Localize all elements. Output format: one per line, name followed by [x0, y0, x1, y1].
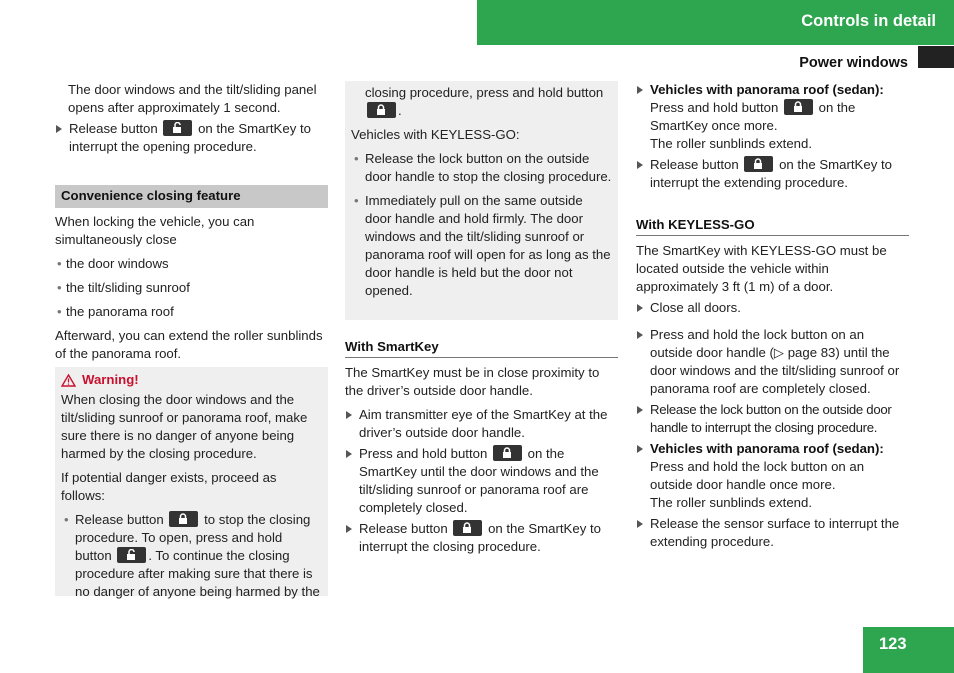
warning-box — [55, 367, 328, 599]
intro-text: The door windows and the tilt/sliding panel opens after approximately 1 second. — [68, 82, 317, 115]
unlock-key-icon — [117, 547, 146, 563]
continued-text: closing procedure, press and hold button . — [365, 85, 604, 118]
warning-box-continued — [345, 81, 618, 320]
step-aim: Aim transmitter eye of the SmartKey at the driver’s outside door handle. — [345, 406, 618, 442]
column-3 — [636, 81, 909, 554]
section-title: Power windows — [799, 55, 908, 71]
step-press-lock: Press and hold the lock button on an outside door handle (▷ page 83) until the door windows and the tilt/sliding sunroof or panorama roof are completely closed. — [636, 326, 909, 398]
arrow-right-icon — [56, 125, 62, 133]
smartkey-heading: With SmartKey — [345, 338, 618, 358]
step-release-lock: Release the lock button on the outside door handle to interrupt the closing procedure. — [636, 401, 909, 437]
step-close-doors: Close all doors. — [636, 299, 909, 317]
step-panorama-2: Vehicles with panorama roof (sedan): Press and hold the lock button on an outside door handle once more. The roller sunblinds extend. — [636, 440, 909, 512]
arrow-right-icon — [346, 525, 352, 533]
arrow-right-icon — [637, 520, 643, 528]
step-release: Release button on the SmartKey to interrupt the closing procedure. — [345, 520, 618, 556]
smartkey-intro: The SmartKey must be in close proximity to the driver’s outside door handle. — [345, 365, 600, 398]
column-1 — [55, 81, 328, 599]
step-panorama: Vehicles with panorama roof (sedan): Press and hold button on the SmartKey once more. The roller sunblinds extend. — [636, 81, 909, 153]
lock-key-icon — [367, 102, 396, 118]
step-release-sensor: Release the sensor surface to interrupt the extending procedure. — [636, 515, 909, 551]
list-item: • the panorama roof — [57, 304, 174, 319]
arrow-right-icon — [637, 86, 643, 94]
page-number-box — [863, 627, 954, 673]
chapter-title: Controls in detail — [801, 12, 936, 30]
lock-key-icon — [493, 445, 522, 461]
header-bar — [477, 0, 954, 45]
afterward-text: Afterward, you can extend the roller sunblinds of the panorama roof. — [55, 328, 323, 361]
arrow-right-icon — [346, 411, 352, 419]
column-2 — [345, 81, 618, 559]
step-text: on the SmartKey to interrupt the opening procedure. — [69, 121, 311, 154]
step-release-extend: Release button on the SmartKey to interrupt the extending procedure. — [636, 156, 909, 192]
lock-key-icon — [169, 511, 198, 527]
page-number: 123 — [879, 635, 907, 653]
warning-title: Warning! — [82, 372, 139, 387]
list-item: • Release the lock button on the outside door handle to stop the closing procedure. — [354, 151, 612, 184]
page-ref-icon: ▷ — [773, 345, 788, 360]
danger-text: If potential danger exists, proceed as follows: — [61, 470, 277, 503]
arrow-right-icon — [637, 406, 643, 414]
page-ref-link[interactable]: page 83 — [787, 345, 836, 360]
arrow-right-icon — [346, 450, 352, 458]
warning-text: When closing the door windows and the tilt/sliding sunroof or panorama roof, make sure there is no danger of anyone being harmed by the closing procedure. — [61, 392, 308, 461]
keyless-heading: With KEYLESS-GO — [636, 216, 909, 236]
list-item: • Immediately pull on the same outside door handle and hold firmly. The door windows and the tilt/sliding sunroof or panorama roof will open for as long as the door handle is held but the door not opened. — [354, 193, 611, 298]
step-press: Press and hold button on the SmartKey until the door windows and the tilt/sliding sunroof or panorama roof are completely closed. — [345, 445, 618, 517]
step-release-unlock — [55, 120, 328, 156]
list-item: • the tilt/sliding sunroof — [57, 280, 190, 295]
warning-triangle-icon — [61, 374, 76, 387]
warning-bullet: • Release button to stop the closing procedure. To open, press and hold button . To continue the closing procedure after making sure that there is no danger of anyone being harmed by the — [64, 512, 320, 599]
arrow-right-icon — [637, 304, 643, 312]
lock-key-icon — [784, 99, 813, 115]
section-marker — [918, 46, 954, 68]
lock-key-icon — [744, 156, 773, 172]
feature-intro: When locking the vehicle, you can simultaneously close — [55, 214, 255, 247]
arrow-right-icon — [637, 161, 643, 169]
keyless-label: Vehicles with KEYLESS-GO: — [351, 127, 520, 142]
arrow-right-icon — [637, 445, 643, 453]
step-text: Release button — [69, 121, 158, 136]
list-item: • the door windows — [57, 256, 169, 271]
lock-key-icon — [453, 520, 482, 536]
unlock-key-icon — [163, 120, 192, 136]
warning-header — [61, 371, 322, 389]
feature-heading: Convenience closing feature — [55, 185, 328, 208]
keyless-intro: The SmartKey with KEYLESS-GO must be located outside the vehicle within approximately 3 ft (1 m) of a door. — [636, 243, 887, 294]
arrow-right-icon — [637, 331, 643, 339]
